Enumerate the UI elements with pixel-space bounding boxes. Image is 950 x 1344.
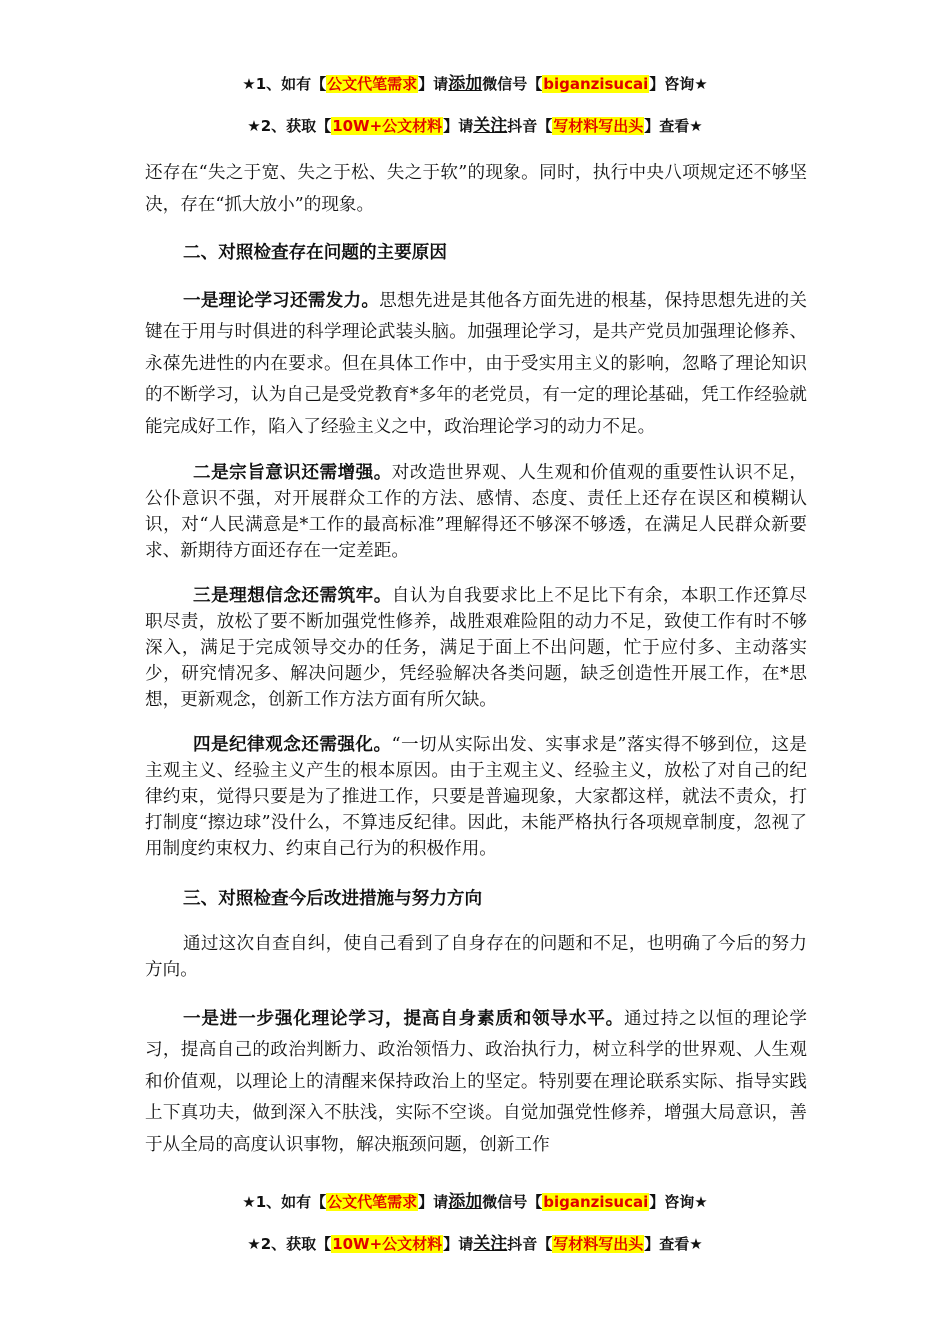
highlight-wechat-id: biganzisucai [543, 75, 649, 93]
highlight-wechat-id: biganzisucai [543, 1193, 649, 1211]
paragraph: 四是纪律观念还需强化。“一切从实际出发、实事求是”落实得不够到位，这是主观主义、经验主义产生的根本原因。由于主观主义、经验主义，放松了对自己的纪律约束，觉得只要是为了推进工作，只要是普遍现象，大家都这样，就法不责众，打打制度“擦边球”没什么，不算违反纪律。因此，未能严格执行各项规章制度，忽视了用制度约束权力、约束自己行为的积极作用。 [145, 734, 807, 859]
paragraph: 一是进一步强化理论学习，提高自身素质和领导水平。通过持之以恒的理论学习，提高自己的政治判断力、政治领悟力、政治执行力，树立科学的世界观、人生观和价值观，以理论上的清醒来保持政治上的坚定。特别要在理论联系实际、指导实践上下真功夫，做到深入不肤浅，实际不空谈。自觉加强党性修养，增强大局意识，善于从全局的高度认识事物，解决瓶颈问题，创新工作 [145, 1007, 807, 1155]
promo-banner-top-line2: ★2、获取【10W+公文材料】请关注抖音【写材料写出头】查看★ [247, 116, 703, 136]
highlight-douyin-id: 写材料写出头 [553, 1235, 644, 1253]
highlight-materials: 10W+公文材料 [332, 1235, 443, 1253]
paragraph-lead: 三是理想信念还需筑牢。 [193, 585, 392, 606]
promo-banner-bottom-line1: ★1、如有【公文代笔需求】请添加微信号【biganzisucai】咨询★ [242, 1192, 708, 1212]
document-body [145, 158, 807, 1161]
section-heading: 三、对照检查今后改进措施与努力方向 [183, 888, 483, 909]
promo-banner-bottom-line2: ★2、获取【10W+公文材料】请关注抖音【写材料写出头】查看★ [247, 1234, 703, 1254]
paragraph: 通过这次自查自纠，使自己看到了自身存在的问题和不足，也明确了今后的努力方向。 [145, 933, 807, 980]
paragraph-lead: 一是理论学习还需发力。 [183, 289, 380, 311]
highlight-materials: 10W+公文材料 [332, 117, 443, 135]
paragraph: 三是理想信念还需筑牢。自认为自我要求比上不足比下有余，本职工作还算尽职尽责，放松了要不断加强党性修养，战胜艰难险阻的动力不足，致使工作有时不够深入，满足于完成领导交办的任务，满足于面上不出问题，忙于应付多、主动落实少，研究情况多、解决问题少，凭经验解决各类问题，缺乏创造性开展工作，在*思想，更新观念，创新工作方法方面有所欠缺。 [145, 585, 807, 710]
section-heading: 二、对照检查存在问题的主要原因 [183, 242, 447, 263]
highlight-douyin-id: 写材料写出头 [553, 117, 644, 135]
promo-banner-top-line1: ★1、如有【公文代笔需求】请添加微信号【biganzisucai】咨询★ [242, 74, 708, 94]
paragraph: 二是宗旨意识还需增强。对改造世界观、人生观和价值观的重要性认识不足，公仆意识不强，对开展群众工作的方法、感情、态度、责任上还存在误区和模糊认识，对“人民满意是*工作的最高标准”理解得还不够深不够透，在满足人民群众新要求、新期待方面还存在一定差距。 [145, 462, 807, 561]
paragraph-lead: 一是进一步强化理论学习，提高自身素质和领导水平。 [183, 1007, 625, 1029]
highlight-service: 公文代笔需求 [327, 1193, 418, 1211]
paragraph: 一是理论学习还需发力。思想先进是其他各方面先进的根基，保持思想先进的关键在于用与时俱进的科学理论武装头脑。加强理论学习，是共产党员加强理论修养、永葆先进性的内在要求。但在具体工作中，由于受实用主义的影响，忽略了理论知识的不断学习，认为自己是受党教育*多年的老党员，有一定的理论基础，凭工作经验就能完成好工作，陷入了经验主义之中，政治理论学习的动力不足。 [145, 289, 807, 437]
paragraph-lead: 二是宗旨意识还需增强。 [193, 462, 392, 483]
highlight-service: 公文代笔需求 [327, 75, 418, 93]
paragraph-lead: 四是纪律观念还需强化。 [193, 734, 392, 755]
paragraph: 还存在“失之于宽、失之于松、失之于软”的现象。同时，执行中央八项规定还不够坚决，存在“抓大放小”的现象。 [145, 163, 807, 215]
